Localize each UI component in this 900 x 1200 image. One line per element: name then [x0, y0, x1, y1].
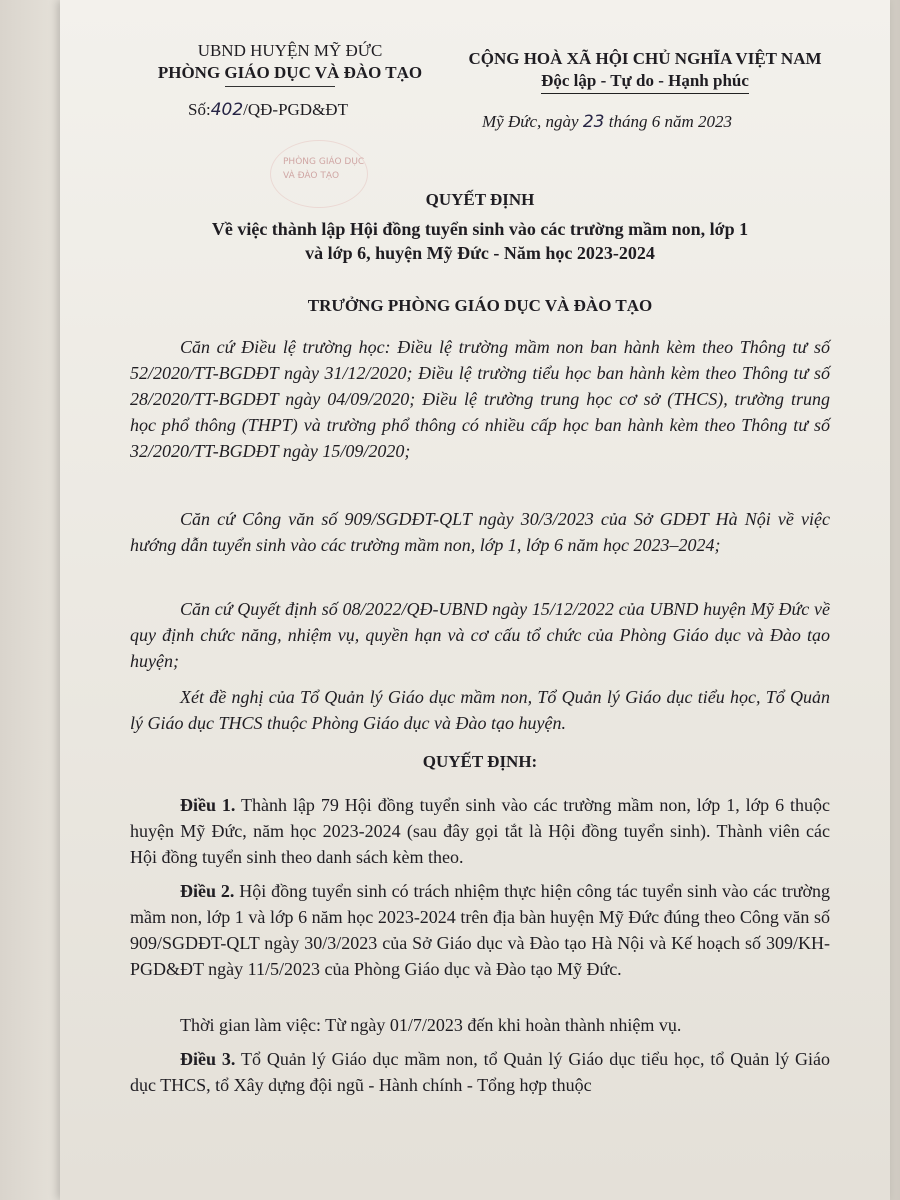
title-subject-line-2: và lớp 6, huyện Mỹ Đức - Năm học 2023-2024 — [305, 243, 655, 263]
working-time — [130, 1012, 830, 1038]
decision-heading: QUYẾT ĐỊNH: — [422, 752, 538, 771]
working-time-text: Thời gian làm việc: Từ ngày 01/7/2023 đến khi hoàn thành nhiệm vụ. — [180, 1015, 682, 1035]
national-title: CỘNG HOÀ XÃ HỘI CHỦ NGHĨA VIỆT NAM — [468, 49, 822, 68]
article-3 — [130, 1046, 830, 1098]
date-suffix: tháng 6 năm 2023 — [608, 112, 732, 131]
document-number — [188, 100, 348, 120]
article-3-label: Điều 3. — [180, 1049, 236, 1069]
date-prefix: Mỹ Đức, ngày — [482, 112, 579, 131]
document-title — [130, 188, 830, 265]
doc-number-suffix: /QĐ-PGD&ĐT — [243, 100, 348, 119]
doc-number-prefix: Số: — [188, 100, 211, 119]
issuer-underline — [225, 86, 335, 87]
stamp-text: PHÒNG GIÁO DỤC VÀ ĐÀO TẠO — [283, 157, 365, 181]
title-heading: QUYẾT ĐỊNH — [425, 190, 535, 209]
basis-paragraph-3: Căn cứ Quyết định số 08/2022/QĐ-UBND ngày 15/12/2022 của UBND huyện Mỹ Đức về quy định chức năng, nhiệm vụ, quyền hạn và cơ cấu tổ chức của Phòng Giáo dục và Đào tạo huyện; — [130, 599, 830, 671]
basis-paragraph-2: Căn cứ Công văn số 909/SGDĐT-QLT ngày 30/3/2023 của Sở GDĐT Hà Nội về việc hướng dẫn tuyển sinh vào các trường mầm non, lớp 1, lớp 6 năm học 2023–2024; — [130, 509, 830, 555]
signing-authority-heading: TRƯỞNG PHÒNG GIÁO DỤC VÀ ĐÀO TẠO — [307, 296, 653, 315]
article-2-label: Điều 2. — [180, 881, 235, 901]
title-subject-line-1: Về việc thành lập Hội đồng tuyển sinh vào các trường mầm non, lớp 1 — [211, 219, 749, 239]
article-2 — [130, 878, 830, 982]
document-page — [60, 0, 890, 1200]
article-2-text: Hội đồng tuyển sinh có trách nhiệm thực hiện công tác tuyển sinh vào các trường mầm non, lớp 1 và lớp 6 năm học 2023-2024 trên địa bàn huyện Mỹ Đức đúng theo Công văn số 909/SGDĐT-QLT ngày 30/3/2023 của Sở Giáo dục và Đào tạo Hà Nội và Kế hoạch số 309/KH-PGD&ĐT ngày 11/5/2023 của Phòng Giáo dục và Đào tạo Mỹ Đức. — [130, 881, 830, 979]
article-1-text: Thành lập 79 Hội đồng tuyển sinh vào các trường mầm non, lớp 1, lớp 6 thuộc huyện Mỹ Đức, năm học 2023-2024 (sau đây gọi tắt là Hội đồng tuyển sinh). Thành viên các Hội đồng tuyển sinh theo danh sách kèm theo. — [130, 795, 830, 867]
issuer-line-2: PHÒNG GIÁO DỤC VÀ ĐÀO TẠO — [157, 63, 423, 82]
national-header — [430, 48, 860, 94]
issuer-line-1: UBND HUYỆN MỸ ĐỨC — [197, 41, 383, 60]
article-1 — [130, 792, 830, 870]
article-3-text: Tổ Quản lý Giáo dục mầm non, tổ Quản lý Giáo dục tiểu học, tổ Quản lý Giáo dục THCS, tổ Xây dựng đội ngũ - Hành chính - Tổng hợp thuộc — [130, 1049, 830, 1095]
basis-paragraph-1: Căn cứ Điều lệ trường học: Điều lệ trường mầm non ban hành kèm theo Thông tư số 52/2020/TT-BGDĐT ngày 31/12/2020; Điều lệ trường tiểu học ban hành kèm theo Thông tư số 28/2020/TT-BGDĐT ngày 04/09/2020; Điều lệ trường trung học cơ sở (THCS), trường trung học phổ thông (THPT) và trường phổ thông có nhiều cấp học ban hành kèm theo Thông tư số 32/2020/TT-BGDĐT ngày 15/09/2020; — [130, 337, 830, 461]
issue-date — [482, 112, 732, 132]
article-1-label: Điều 1. — [180, 795, 236, 815]
national-motto: Độc lập - Tự do - Hạnh phúc — [541, 70, 749, 94]
basis-paragraph-4: Xét đề nghị của Tổ Quản lý Giáo dục mầm non, Tổ Quản lý Giáo dục tiểu học, Tổ Quản lý Giáo dục THCS thuộc Phòng Giáo dục và Đào tạo huyện. — [130, 687, 830, 733]
date-day-handwritten: 23 — [582, 112, 605, 132]
doc-number-handwritten: 402 — [210, 100, 244, 120]
issuing-authority — [150, 40, 430, 84]
document-content — [130, 0, 830, 1200]
